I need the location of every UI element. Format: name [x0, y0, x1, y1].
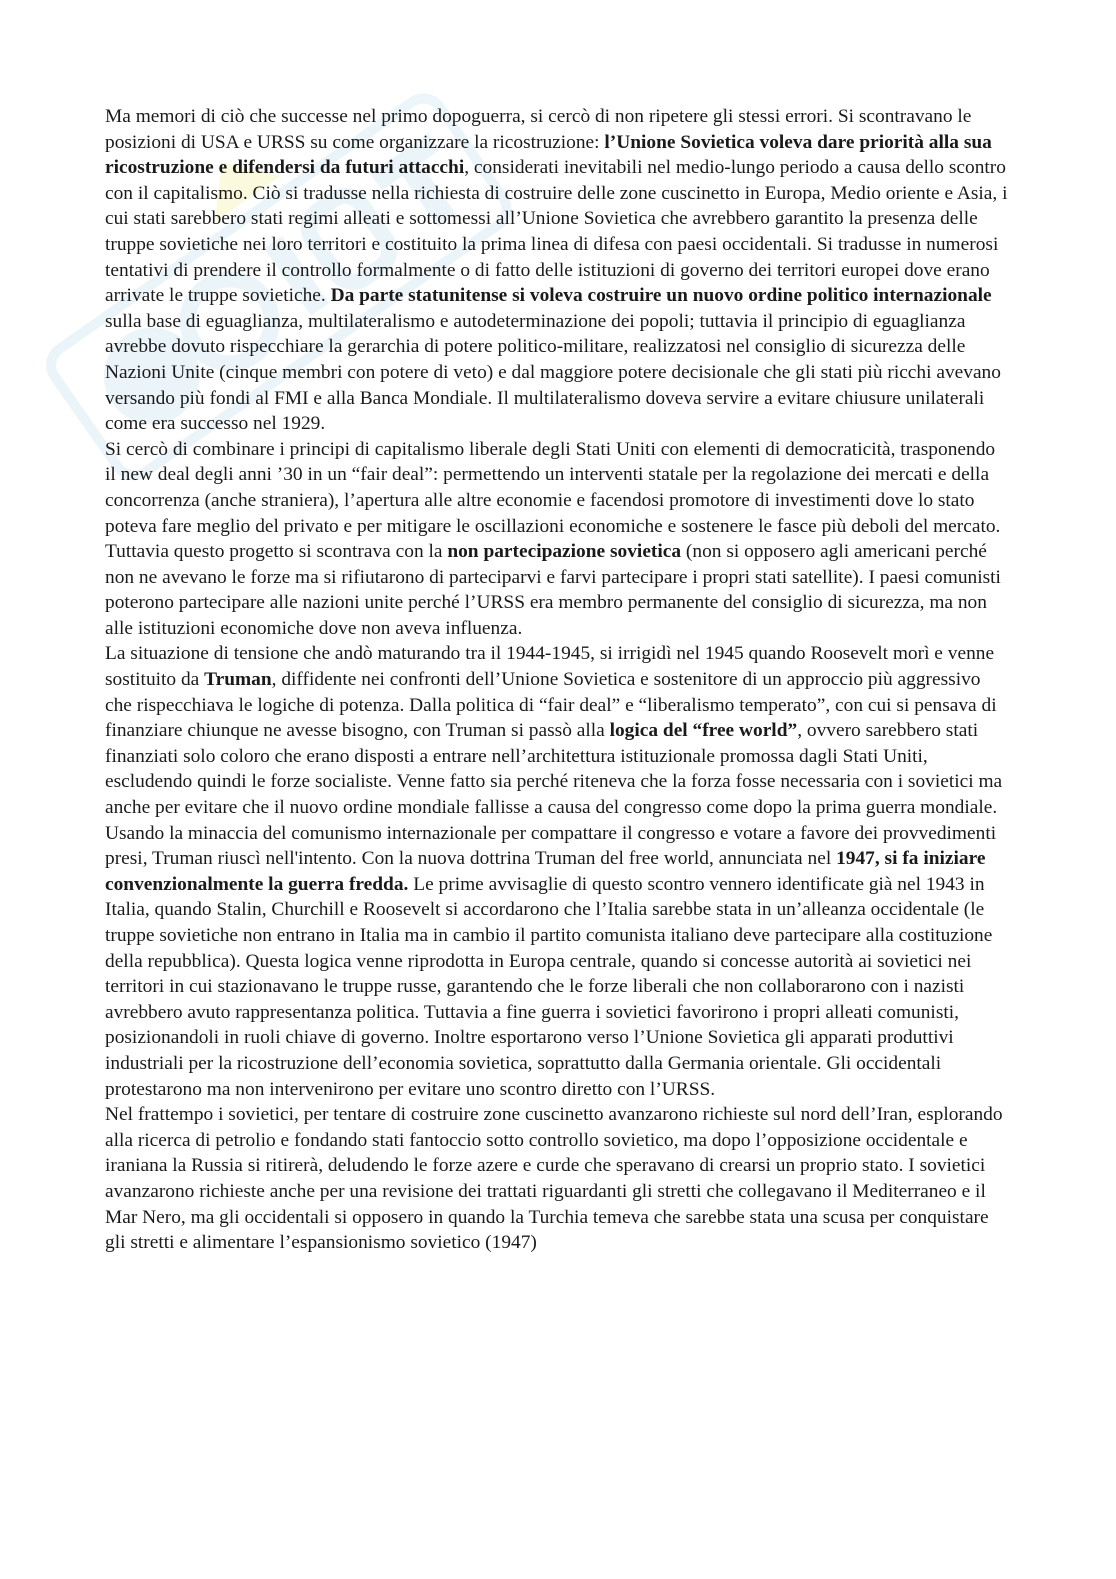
- text-run: Nel frattempo i sovietici, per tentare di costruire zone cuscinetto avanzarono richieste sul nord dell’Iran, esplorando alla ricerca di petrolio e fondando stati fantoccio sotto controllo sovietico, ma dopo l’opposizione occidentale e iraniana la Russia si ritirerà, deludendo le forze azere e curde che speravano di crearsi un proprio stato. I sovietici avanzarono richieste anche per una revisione dei trattati riguardanti gli stretti che collegavano il Mediterraneo e il Mar Nero, ma gli occidentali si opposero in quando la Turchia temeva che sarebbe stata una scusa per conquistare gli stretti e alimentare l’espansionismo sovietico (1947): [105, 1104, 1003, 1254]
- bold-text: 1947, si fa iniziare convenzionalmente la guerra fredda.: [105, 848, 986, 895]
- paragraph: [105, 641, 1010, 1102]
- text-run: , considerati inevitabili nel medio-lungo periodo a causa dello scontro con il capitalismo. Ciò si tradusse nella richiesta di costruire delle zone cuscinetto in Europa, Medio oriente e Asia, i cui stati sarebbero stati regimi alleati e sottomessi all’Unione Sovietica che avrebbero garantito la presenza delle truppe sovietiche nei loro territori e costituito la prima linea di difesa con paesi occidentali. Si tradusse in numerosi tentativi di prendere il controllo formalmente o di fatto delle istituzioni di governo dei territori europei dove erano arrivate le truppe sovietiche.: [105, 157, 1008, 307]
- text-run: , diffidente nei confronti dell’Unione Sovietica e sostenitore di un approccio più aggressivo che rispecchiava le logiche di potenza. Dalla politica di “fair deal” e “liberalismo temperato”, con cui si pensava di finanziare chiunque ne avesse bisogno, con Truman si passò alla: [105, 669, 997, 742]
- text-run: Si cercò di combinare i principi di capitalismo liberale degli Stati Uniti con elementi di democraticità, trasponendo il new deal degli anni ’30 in un “fair deal”: permettendo un interventi statale per la regolazione dei mercati e della concorrenza (anche straniera), l’apertura alle altre economie e facendosi promotore di investimenti dove lo stato poteva fare meglio del privato e per mitigare le oscillazioni economiche e sostenere le fasce più deboli del mercato. Tuttavia questo progetto si scontrava con la: [105, 438, 1001, 563]
- paragraph: [105, 104, 1010, 437]
- bold-text: l’Unione Sovietica voleva dare priorità alla sua ricostruzione e difendersi da futuri attacchi: [105, 131, 992, 179]
- text-run: , ovvero sarebbero stati finanziati solo coloro che erano disposti a entrare nell’architettura istituzionale promossa dagli Stati Uniti, escludendo quindi le forze socialiste. Venne fatto sia perché riteneva che la forza fosse necessaria con i sovietici ma anche per evitare che il nuovo ordine mondiale fallisse a causa del congresso come dopo la prima guerra mondiale. Usando la minaccia del comunismo internazionale per compattare il congresso e votare a favore dei provvedimenti presi, Truman riuscì nell'intento. Con la nuova dottrina Truman del free world, annunciata nel: [105, 720, 1003, 870]
- bold-text: non partecipazione sovietica: [447, 541, 682, 563]
- bold-text: logica del “free world”: [609, 720, 798, 742]
- paragraph: [105, 437, 1010, 642]
- text-run: Le prime avvisaglie di questo scontro vennero identificate già nel 1943 in Italia, quando Stalin, Churchill e Roosevelt si accordarono che l’Italia sarebbe stata in un’alleanza occidentale (le truppe sovietiche non entrano in Italia ma in cambio il partito comunista italiano deve partecipare alla costituzione della repubblica). Questa logica venne riprodotta in Europa centrale, quando si concesse autorità ai sovietici nei territori in cui stazionavano le truppe russe, garantendo che le forze liberali che non collaborarono con i nazisti avrebbero avuto rappresentanza politica. Tuttavia a fine guerra i sovietici favorirono i propri alleati comunisti, posizionandoli in ruoli chiave di governo. Inoltre esportarono verso l’Unione Sovietica gli apparati produttivi industriali per la ricostruzione dell’economia sovietica, soprattutto dalla Germania orientale. Gli occidentali protestarono ma non intervenirono per evitare uno scontro diretto con l’URSS.: [105, 873, 993, 1100]
- bold-text: Da parte statunitense si voleva costruire un nuovo ordine politico internazionale: [330, 285, 992, 307]
- text-run: (non si opposero agli americani perché non ne avevano le forze ma si rifiutarono di parteciparvi e farvi partecipare i propri stati satellite). I paesi comunisti poterono partecipare alle nazioni unite perché l’URSS era membro permanente del consiglio di sicurezza, ma non alle istituzioni economiche dove non aveva influenza.: [105, 541, 1001, 639]
- bold-text: Truman: [204, 669, 272, 691]
- text-run: La situazione di tensione che andò maturando tra il 1944-1945, si irrigidì nel 1945 quando Roosevelt morì e venne sostituito da: [105, 643, 995, 691]
- text-run: Ma memori di ciò che successe nel primo dopoguerra, si cercò di non ripetere gli stessi errori. Si scontravano le posizioni di USA e URSS su come organizzare la ricostruzione:: [105, 106, 972, 153]
- paragraph: [105, 1102, 1010, 1256]
- text-run: sulla base di eguaglianza, multilateralismo e autodeterminazione dei popoli; tuttavia il principio di eguaglianza avrebbe dovuto rispecchiare la gerarchia di potere politico-militare, realizzatosi nel consiglio di sicurezza delle Nazioni Unite (cinque membri con potere di veto) e dal maggiore potere decisionale che gli stati più ricchi avevano versando più fondi al FMI e alla Banca Mondiale. Il multilateralismo doveva servire a evitare chiusure unilaterali come era successo nel 1929.: [105, 310, 1001, 435]
- document-body: [105, 104, 1010, 1256]
